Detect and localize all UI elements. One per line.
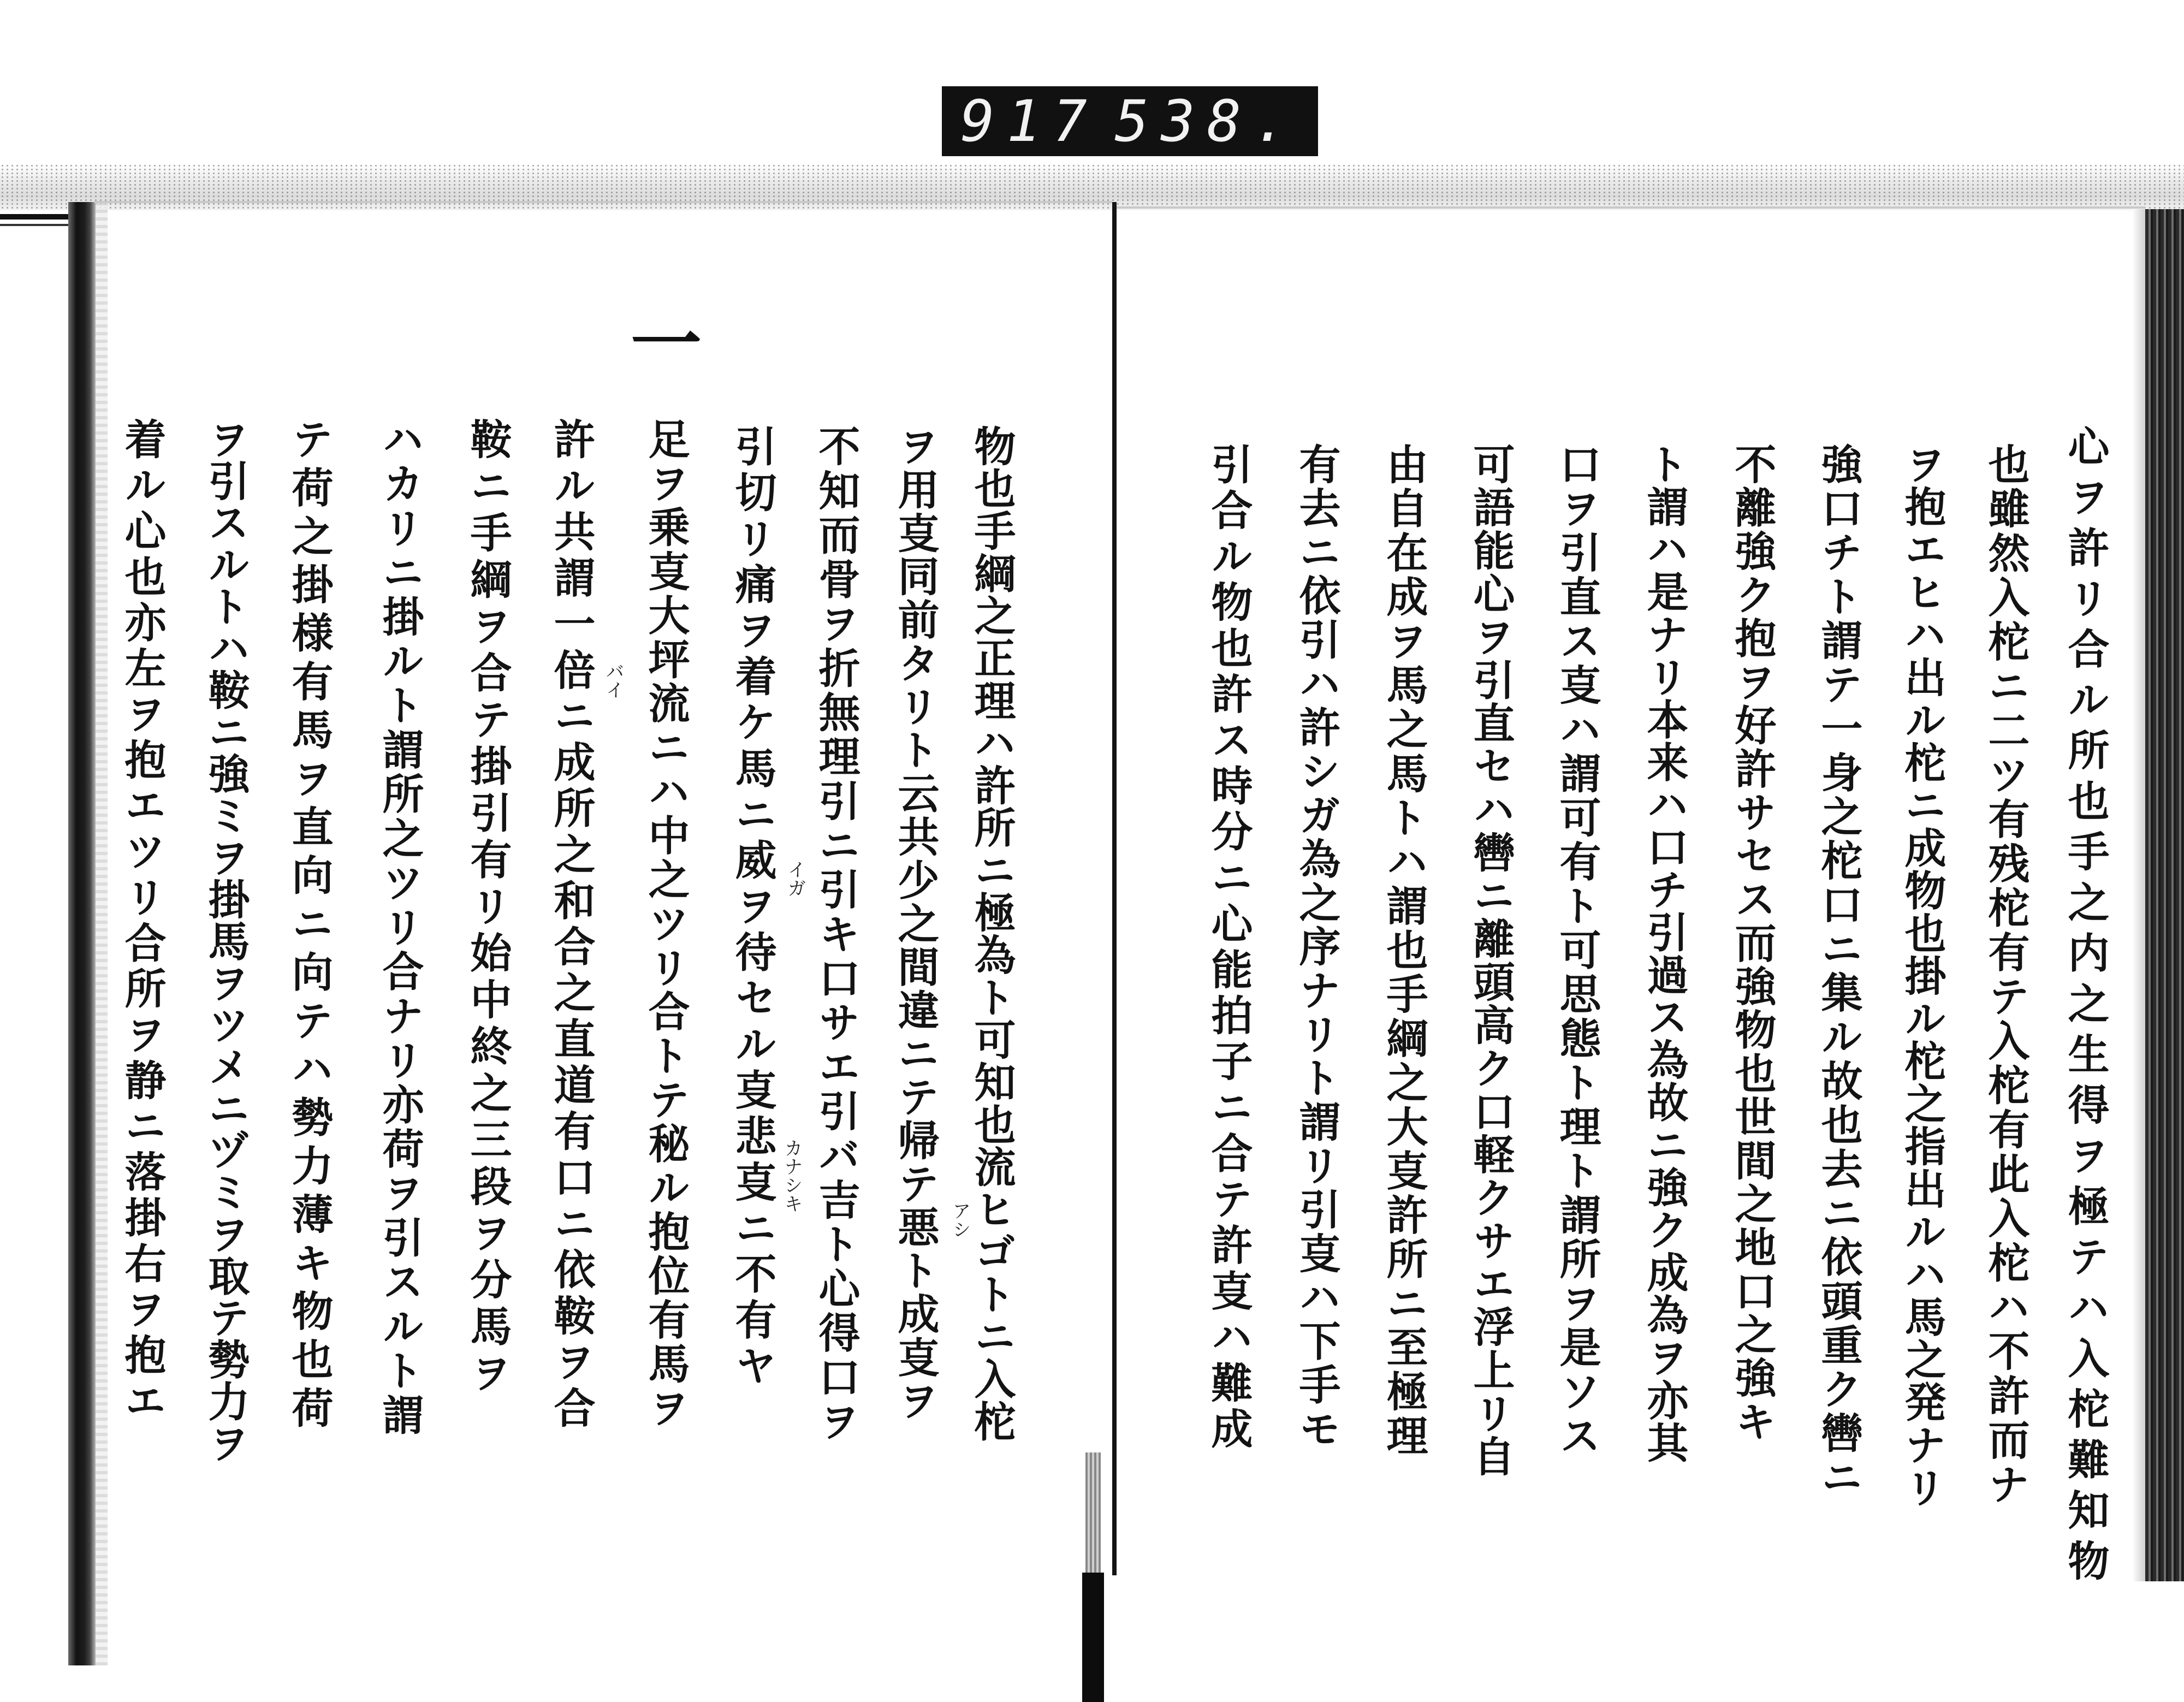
left-page-column: ヲ引スルトハ鞍ニ強ミヲ掛馬ヲツメニヅミヲ取テ勢力ヲ (201, 418, 250, 1463)
reading-gloss: アシ (949, 1201, 971, 1238)
cover-edge-line (0, 214, 76, 220)
right-page-column: 心ヲ許リ合ル所也手之内之生得ヲ極テハ入柁難知物 (2061, 425, 2110, 1581)
left-page-stack-edge (68, 202, 96, 1665)
right-page-column: 強口チト謂テ一身之柁口ニ集ル故也去ニ依頭重ク轡ニ (1814, 443, 1863, 1497)
left-page-column: 着ル心也亦左ヲ抱エツリ合所ヲ静ニ落掛右ヲ抱エ (118, 418, 167, 1421)
left-page-column: 許ル共謂一倍ニ成所之和合之直道有口ニ依鞍ヲ合 (547, 418, 596, 1428)
left-page-column: 足ヲ乗㕝大坪流ニハ中之ツリ合トテ秘ル抱位有馬ヲ (642, 418, 690, 1428)
right-page-column: 不離強ク抱ヲ好許サセス而強物也世間之地口之強キ (1728, 443, 1777, 1442)
reading-gloss: バイ (602, 662, 624, 699)
right-page-column: ト謂ハ是ナリ本来ハ口チ引過ス為故ニ強ク成為ヲ亦其 (1640, 443, 1689, 1463)
right-page-column: 由自在成ヲ馬之馬トハ謂也手綱之大㕝許所ニ至極理 (1380, 443, 1428, 1456)
right-page-column: ヲ抱エヒハ出ル柁ニ成物也掛ル柁之指出ルハ馬之発ナリ (1898, 443, 1946, 1508)
right-page-column: 也雖然入柁ニ二ツ有残柁有テ入柁有此入柁ハ不許而ナ (1981, 443, 2030, 1504)
reading-gloss: イガ (784, 860, 806, 897)
left-page-column: 不知而骨ヲ折無理引ニ引キ口サエ引バ吉ト心得口ヲ (812, 425, 860, 1442)
label-number-right: 538. (1114, 88, 1299, 155)
left-page-column: ヲ用㕝同前タリト云共少之間違ニテ帰テ悪ト成㕝ヲ (891, 425, 940, 1421)
center-binding-line (1112, 202, 1117, 1575)
right-page-stack-shade (2132, 209, 2145, 1581)
right-page-column: 引合ル物也許ス時分ニ心能拍子ニ合テ許㕝ハ難成 (1204, 443, 1253, 1449)
right-page-stack-edge (2145, 209, 2184, 1581)
left-page-column: 鞍ニ手綱ヲ合テ掛引有リ始中終之三段ヲ分馬ヲ (464, 418, 512, 1393)
left-page-column: 物也手綱之正理ハ許所ニ極為ト可知也流ヒゴトニ入柁 (968, 425, 1016, 1442)
reading-gloss: カナシキ (781, 1138, 803, 1213)
right-page-column: 口ヲ引直ス㕝ハ謂可有ト可思態ト理ト謂所ヲ是ソス (1553, 443, 1601, 1456)
cover-edge-line-inner (0, 224, 76, 226)
scan-shadow-band (0, 164, 2184, 210)
center-binding-foot (1082, 1573, 1104, 1702)
right-page-top-edge (1117, 206, 2145, 209)
left-page-stack-shade (96, 202, 108, 1665)
left-page-top-edge (94, 201, 1112, 203)
right-page-column: 可語能心ヲ引直セハ轡ニ離頭高ク口軽クサエ浮上リ自 (1467, 443, 1515, 1476)
left-page-column: 引切リ痛ヲ着ケ馬ニ威ヲ待セル㕝悲㕝ニ不有ヤ (728, 425, 777, 1386)
right-page-column: 有去ニ依引ハ許シガ為之序ナリト謂リ引㕝ハ下手モ (1292, 443, 1341, 1449)
left-page-column: ハカリニ掛ルト謂所之ツリ合ナリ亦荷ヲ引スルト謂 (376, 418, 424, 1436)
left-page-column: テ荷之掛様有馬ヲ直向ニ向テハ勢力薄キ物也荷 (285, 418, 334, 1428)
label-number-left: 917 (960, 88, 1099, 155)
binding-foot-shade (1085, 1452, 1101, 1573)
call-number-label (942, 86, 1318, 156)
item-mark: 一 (630, 302, 702, 386)
